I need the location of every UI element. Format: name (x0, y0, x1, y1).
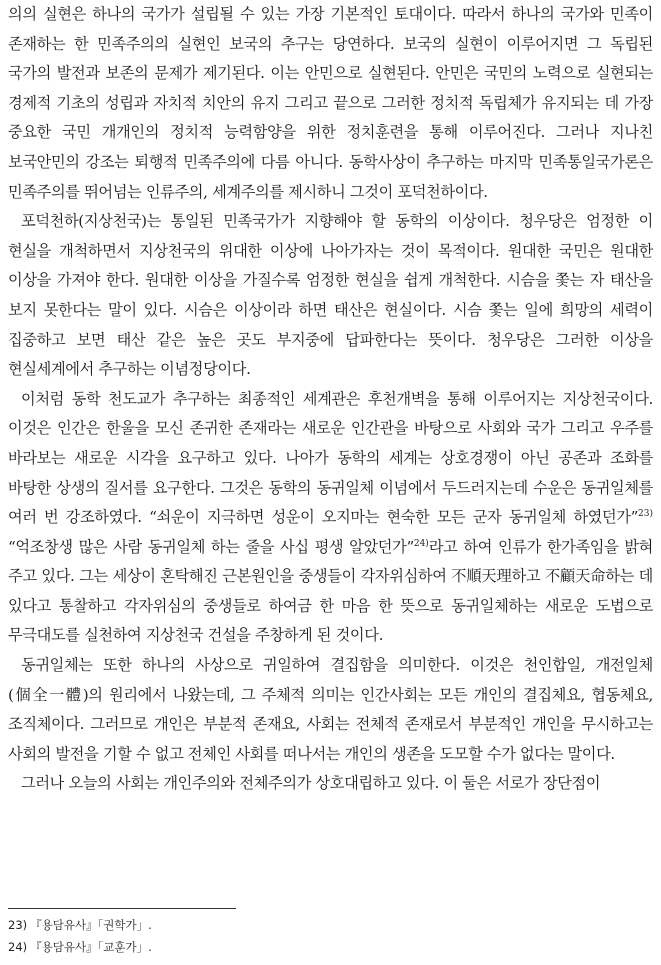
footnote (8, 914, 653, 936)
footnote-reference: 24) (413, 538, 429, 549)
footnote-number: 24) (8, 940, 28, 954)
paragraph-text: “억조창생 많은 사람 동귀일체 하는 줄을 사십 평생 알았던가” (8, 537, 414, 556)
paragraph (8, 207, 653, 385)
paragraph-text: 포덕천하(지상천국)는 통일된 민족국가가 지향해야 할 동학의 이상이다. 청우당은 엄정한 이 현실을 개척하면서 지상천국의 위대한 이상에 나아가자는 것이 목적이다. 원대한 국민은 원대한 이상을 가져야 한다. 원대한 이상을 가질수록 엄정한 현실을 쉽게 개척한다. 시슴을 쫓는 자 태산을 보지 못한다는 말이 있다. 시슴은 이상이라 하면 태산은 현실이다. 시슴 쫓는 일에 희망의 세력이 집중하고 보면 태산 같은 높은 곳도 부지중에 답파한다는 뜻이다. 청우당은 그러한 이상을 현실세계에서 추구하는 이념정당이다. (8, 212, 653, 379)
paragraph (8, 651, 653, 769)
footnote-reference: 23) (638, 509, 653, 520)
paragraph-text: 동귀일체는 또한 하나의 사상으로 귀일하여 결집함을 의미한다. 이것은 천인합일, 개전일체(個全一體)의 원리에서 나왔는데, 그 주체적 의미는 인간사회는 모든 개인의 결집체요, 협동체요, 조직체이다. 그러므로 개인은 부분적 존재요, 사회는 전체적 존재로서 부분적인 개인을 무시하고는 사회의 발전을 기할 수 없고 전체인 사회를 떠나서는 개인의 생존을 도모할 수가 없다는 말이다. (8, 656, 653, 763)
footnotes (8, 914, 653, 958)
paragraph-text: 라고 하여 인류가 한가족임을 밝혀 주고 있다. 그는 세상이 혼탁해진 근본원인을 중생들이 각자위심하여 不順天理하고 不顧天命하는 데 있다고 통찰하고 각자위심의 중생들로 하여금 한 마음 한 뜻으로 동귀일체하는 새로운 도법으로 무극대도를 실천하여 지상천국 건설을 주창하게 된 것이다. (8, 537, 653, 645)
footnote-divider (8, 908, 236, 909)
paragraph-text: 이처럼 동학 천도교가 추구하는 최종적인 세계관은 후천개벽을 통해 이루어지는 지상천국이다. 이것은 인간은 한울을 모신 존귀한 존재라는 새로운 인간관을 바탕으로 사회와 국가 그리고 우주를 바라보는 새로운 시각을 요구하고 있다. 나아가 동학의 세계는 상호경쟁이 아닌 공존과 조화를 바탕한 상생의 질서를 요구한다. 그것은 동학의 동귀일체 이념에서 두드러지는데 수운은 동귀일체를 여러 번 강조하였다. “쇠운이 지극하면 성운이 오지마는 현숙한 모든 군자 동귀일체 하였던가” (8, 389, 653, 527)
paragraph (8, 385, 653, 651)
footnote-text: 『용담유사』「권학가」. (30, 918, 152, 932)
paragraph-text: 의의 실현은 하나의 국가가 설립될 수 있는 가장 기본적인 토대이다. 따라서 하나의 국가와 민족이 존재하는 한 민족주의의 실현인 보국의 추구는 당연하다. 보국의 실현이 이루어지면 그 독립된 국가의 발전과 보존의 문제가 제기된다. 이는 안민으로 실현된다. 안민은 국민의 노력으로 실현되는 경제적 기초의 성립과 자치적 치안의 유지 그리고 끝으로 그러한 정치적 독립체가 유지되는 데 가장 중요한 국민 개개인의 정치적 능력함양을 위한 정치훈련을 통해 이루어진다. 그러나 지나친 보국안민의 강조는 퇴행적 민족주의에 다름 아니다. 동학사상이 추구하는 마지막 민족통일국가론은 민족주의를 뛰어넘는 인류주의, 세계주의를 제시하니 그것이 포덕천하이다. (8, 5, 653, 201)
footnote-text: 『용담유사』「교훈가」. (30, 940, 152, 954)
footnote (8, 936, 653, 958)
body-text (8, 0, 653, 799)
paragraph (8, 769, 653, 799)
paragraph-text: 그러나 오늘의 사회는 개인주의와 전체주의가 상호대립하고 있다. 이 둘은 서로가 장단점이 (21, 774, 601, 793)
paragraph (8, 0, 653, 207)
footnote-number: 23) (8, 918, 28, 932)
